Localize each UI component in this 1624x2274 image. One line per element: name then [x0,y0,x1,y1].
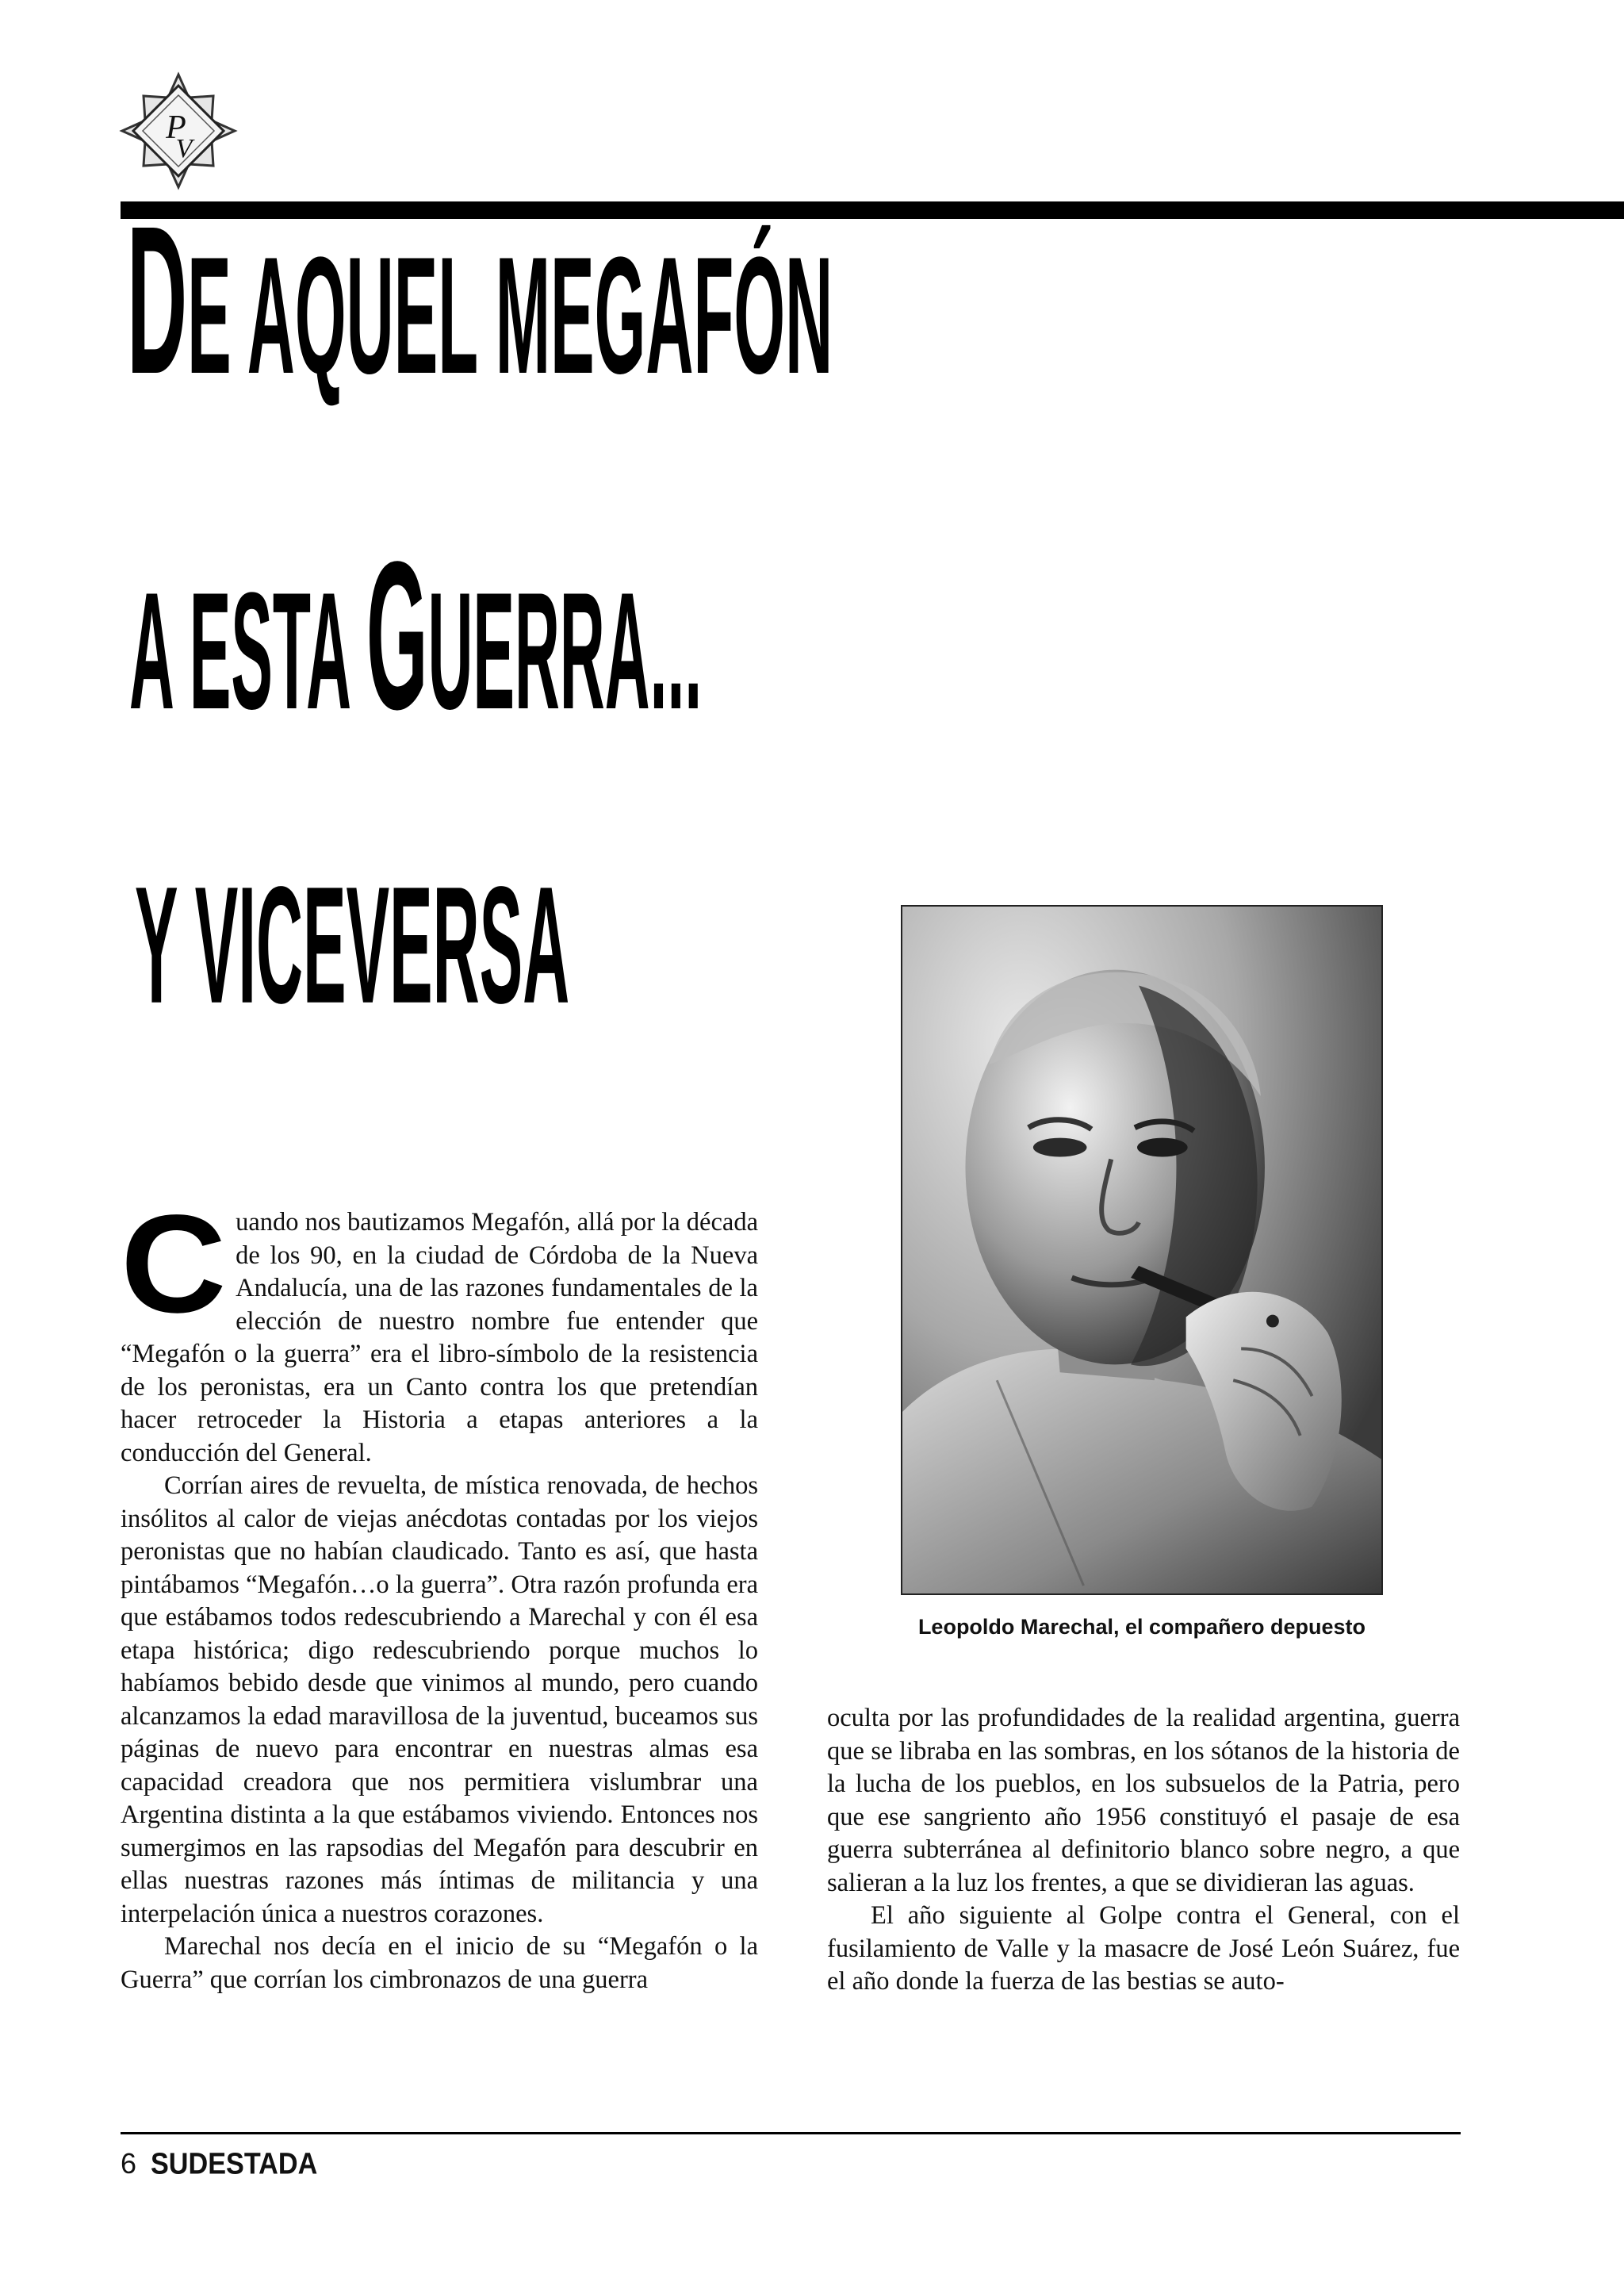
paragraph-text: uando nos bautizamos Megafón, allá por la década de los 90, en la ciudad de Córdoba de la Nueva Andalucía, una de las razones fundamentales de la elección de nuestro nombre fue entender que “Megafón o la guerra” era el libro-símbolo de la resistencia de los peronistas, era un Canto contra los que pretendían hacer retroceder la Historia a etapas anteriores a la conducción del General. [121,1208,758,1467]
headline-line-2 [129,518,703,754]
headline-line-2-rest: UERRA... [427,557,703,744]
article-left-column [121,1187,758,1996]
drop-cap: C [121,1187,227,1342]
paragraph [121,1187,758,1470]
headline-line-3 [135,851,570,1038]
paragraph: Corrían aires de revuelta, de mística renovada, de hechos insólitos al calor de viejas anécdotas contadas por los viejos peronistas que no habían claudicado. Tanto es así, que hasta pintábamos “Megafón…o la guerra”. Otra razón profunda era que estábamos todos redescubriendo a Marechal y con él esa etapa histórica; digo redescubriendo porque muchos lo habíamos bebido desde que vinimos al mundo, pero cuando alcanzamos la edad maravillosa de la juventud, buceamos sus páginas de nuevo para encontrar en nuestras almas esa capacidad creadora que nos permitiera vislumbrar una Argentina distinta a la que estábamos viviendo. Entonces nos sumergimos en las rapsodias del Megafón para descubrir en ellas nuestras razones más íntimas de militancia y una interpelación única a nuestros corazones. [121,1471,758,1928]
page-number: 6 [121,2147,137,2180]
article-right-column [827,1702,1460,1999]
portrait-photo-icon [901,905,1383,1595]
headline-line-1-rest: E AQUEL MEGAFÓN [187,221,833,408]
paragraph: oculta por las profundidades de la realidad argentina, guerra que se libraba en las sombras, en los sótanos de la historia de la lucha de los pueblos, en los subsuelos de la Patria, pero que ese sangriento año 1956 constituyó el pasaje de esa guerra subterránea al definitorio blanco sobre negro, a que salieran a la luz los frentes, a que se dividieran las aguas. [827,1704,1460,1897]
headline-line-2-cap: G [366,518,428,754]
headline-line-2-a: A ESTA [129,557,366,744]
bottom-rule [121,2132,1461,2134]
photo-caption: Leopoldo Marechal, el compañero depuesto [917,1615,1366,1639]
headline-line-3-text: Y VICEVERSA [135,851,570,1038]
headline-line-1 [127,182,833,419]
logo-letter-p: P [166,109,186,146]
paragraph: Marechal nos decía en el inicio de su “Megafón o la Guerra” que corrían los cimbronazos de una guerra [121,1932,758,1994]
headline-line-1-cap: D [127,182,188,419]
magazine-name: SUDESTADA [150,2146,317,2180]
logo-letter-v: V [175,134,193,163]
page-footer [121,2144,326,2184]
rosette-emblem-icon [119,71,238,190]
paragraph: El año siguiente al Golpe contra el General, con el fusilamiento de Valle y la masacre de José León Suárez, fue el año donde la fuerza de las bestias se auto- [827,1901,1460,1996]
